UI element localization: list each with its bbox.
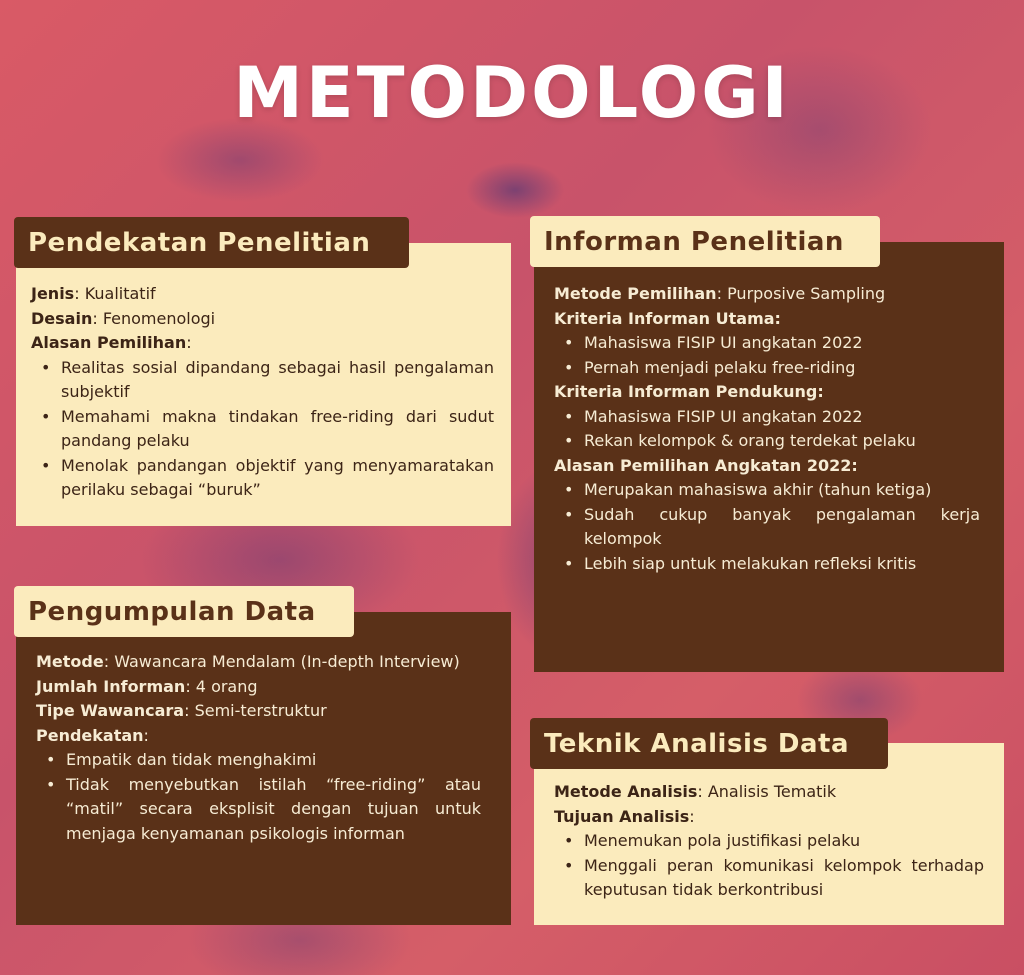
list-item: • Lebih siap untuk melakukan refleksi kritis: [584, 552, 980, 577]
list-item: • Menolak pandangan objektif yang menyamaratakan perilaku sebagai “buruk”: [61, 454, 494, 503]
utama-heading: [554, 307, 980, 332]
metode-analisis-label: Metode Analisis: [554, 782, 698, 801]
list-item: • Mahasiswa FISIP UI angkatan 2022: [584, 405, 980, 430]
tujuan-list: [554, 829, 984, 903]
metode-pemilihan-label: Metode Pemilihan: [554, 284, 717, 303]
pendekatan-heading: Pendekatan Penelitian: [14, 217, 409, 268]
analisis-content: [554, 780, 984, 903]
utama-list: [554, 331, 980, 380]
tujuan-label: Tujuan Analisis: [554, 806, 690, 826]
tipe-line: Tipe Wawancara: Semi-terstruktur: [36, 701, 327, 720]
metode-analisis-value: Analisis Tematik: [707, 782, 837, 801]
pendekatan-list: [36, 748, 481, 846]
jumlah-line: Jumlah Informan: 4 orang: [36, 676, 258, 696]
tipe-label: Tipe Wawancara: [36, 701, 185, 720]
page-title: METODOLOGI: [233, 52, 791, 134]
analisis-heading: Teknik Analisis Data: [530, 718, 888, 769]
list-item: • Pernah menjadi pelaku free-riding: [584, 356, 980, 381]
list-item: • Sudah cukup banyak pengalaman kerja kelompok: [584, 503, 980, 552]
informan-card: [534, 242, 1004, 672]
angkatan-heading: [554, 454, 980, 479]
pendekatan-label: Pendekatan: [36, 725, 144, 745]
pengumpulan-card: [16, 612, 511, 925]
pengumpulan-heading: Pengumpulan Data: [14, 586, 354, 637]
pendukung-label: Kriteria Informan Pendukung:: [554, 382, 824, 401]
desain-line: Desain: Fenomenologi: [31, 308, 216, 328]
tipe-value: Semi-terstruktur: [194, 701, 327, 720]
metode-line: Metode: Wawancara Mendalam (In-depth Interview): [36, 652, 460, 671]
jenis-line: Jenis: Kualitatif: [31, 284, 156, 303]
list-item: • Memahami makna tindakan free-riding dari sudut pandang pelaku: [61, 405, 494, 454]
pendukung-heading: [554, 380, 980, 405]
utama-label: Kriteria Informan Utama:: [554, 308, 781, 328]
desain-label: Desain: [31, 308, 93, 328]
jenis-value: Kualitatif: [84, 284, 156, 303]
metode-pemilihan-line: Metode Pemilihan: Purposive Sampling: [554, 284, 886, 303]
metode-analisis-line: Metode Analisis: Analisis Tematik: [554, 782, 837, 801]
metode-value: Wawancara Mendalam (In-depth Interview): [114, 652, 460, 671]
list-item: • Empatik dan tidak menghakimi: [66, 748, 481, 773]
pendukung-list: [554, 405, 980, 454]
pendekatan-line: Pendekatan:: [36, 725, 149, 745]
informan-content: [554, 282, 980, 576]
tujuan-line: Tujuan Analisis:: [554, 806, 695, 826]
alasan-label: Alasan Pemilihan: [31, 333, 187, 352]
metode-label: Metode: [36, 652, 104, 671]
list-item: • Mahasiswa FISIP UI angkatan 2022: [584, 331, 980, 356]
pendekatan-card: [16, 243, 511, 526]
alasan-list: [31, 356, 494, 503]
pengumpulan-content: [36, 650, 481, 846]
list-item: • Realitas sosial dipandang sebagai hasil pengalaman subjektif: [61, 356, 494, 405]
informan-heading: Informan Penelitian: [530, 216, 880, 267]
list-item: • Rekan kelompok & orang terdekat pelaku: [584, 429, 980, 454]
list-item: • Tidak menyebutkan istilah “free-riding” atau “matil” secara eksplisit dengan tujuan untuk menjaga kenyamanan psikologis informan: [66, 773, 481, 847]
angkatan-label: Alasan Pemilihan Angkatan 2022:: [554, 455, 858, 475]
jumlah-value: 4 orang: [195, 676, 258, 696]
jumlah-label: Jumlah Informan: [36, 676, 186, 696]
list-item: • Menggali peran komunikasi kelompok terhadap keputusan tidak berkontribusi: [584, 854, 984, 903]
angkatan-list: [554, 478, 980, 576]
desain-value: Fenomenologi: [102, 308, 216, 328]
jenis-label: Jenis: [31, 284, 75, 303]
metode-pemilihan-value: Purposive Sampling: [727, 284, 886, 303]
pendekatan-content: [31, 282, 494, 503]
analisis-card: [534, 743, 1004, 925]
list-item: • Menemukan pola justifikasi pelaku: [584, 829, 984, 854]
list-item: • Merupakan mahasiswa akhir (tahun ketiga): [584, 478, 980, 503]
alasan-line: Alasan Pemilihan:: [31, 333, 192, 352]
